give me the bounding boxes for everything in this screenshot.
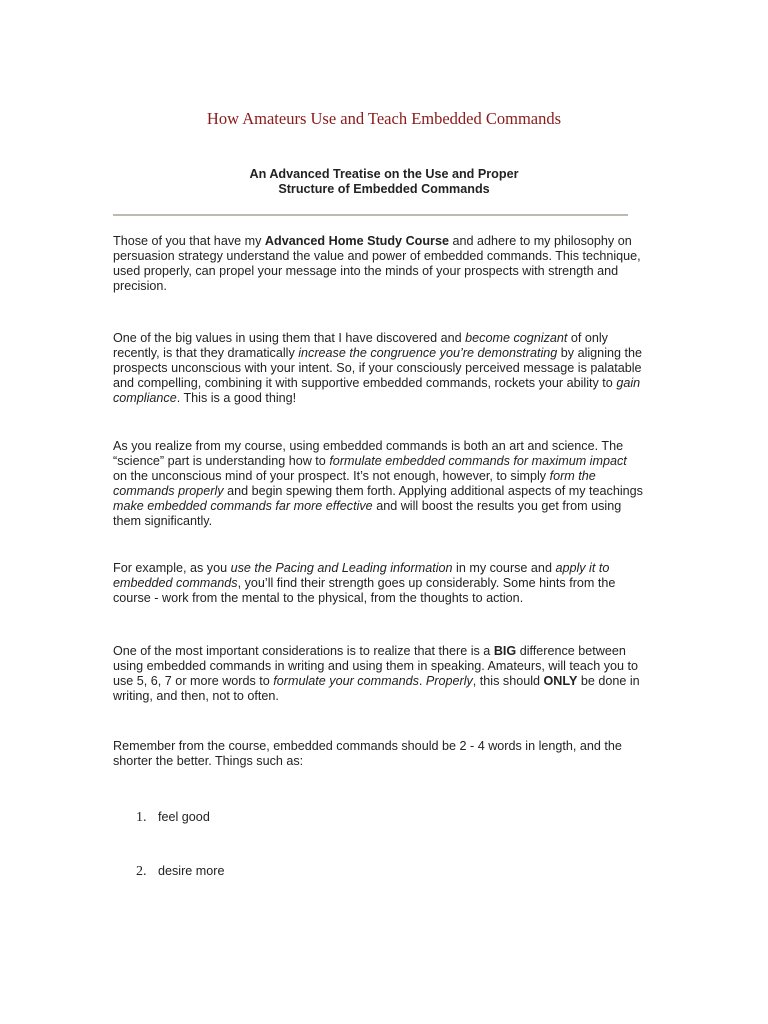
p3-text-e: and begin spewing them forth. Applying additional aspects of my teachings [223,484,643,498]
p2-text-a: One of the big values in using them that I have discovered and [113,331,466,345]
p3-italic-form-commands: form the commands properly [113,469,596,498]
paragraph-2 [113,331,643,406]
p3-text-a: As you realize from my course, using embedded commands is both an art and science. The “science” part is understanding how to [113,439,624,468]
subtitle-line-1: An Advanced Treatise on the Use and Proper [249,167,519,181]
horizontal-divider [113,214,628,216]
p6-text-a: Remember from the course, embedded commands should be 2 - 4 words in length, and the shorter the better. Things such as: [113,739,622,768]
p1-text-c: and adhere to my philosophy on persuasion strategy understand the value and power of embedded commands. This technique, used properly, can propel your message into the minds of your prospects with strength and precision. [113,234,641,293]
paragraph-5 [113,644,643,704]
list-number-1: 1. [136,810,147,825]
list-item-2 [136,864,436,879]
paragraph-1 [113,234,643,294]
p2-text-e: by aligning the prospects unconscious with your intent. So, if your consciously perceived message is palatable and compelling, combining it with supportive embedded commands, rockets your ability to [113,346,643,390]
list-item-1 [136,810,436,825]
p5-text-e: . [418,674,426,688]
p3-italic-formulate: formulate embedded commands for maximum impact [329,454,627,468]
p4-text-e: , you’ll find their strength goes up considerably. Some hints from the course - work from the mental to the physical, from the thoughts to action. [113,576,616,605]
p5-text-a: One of the most important considerations is to realize that there is a [113,644,494,658]
paragraph-6 [113,739,643,769]
p1-text-a: Those of you that have my [113,234,265,248]
p4-text-a: For example, as you [113,561,231,575]
p5-italic-formulate: formulate your commands [273,674,419,688]
page-title: How Amateurs Use and Teach Embedded Commands [206,109,562,128]
list-number-2: 2. [136,864,147,879]
subtitle-line-2: Structure of Embedded Commands [278,182,490,196]
p3-text-g: and will boost the results you get from using them significantly. [113,499,622,528]
p2-text-g: . This is a good thing! [176,391,297,405]
list-text-1: feel good [158,810,210,824]
p2-italic-cognizant: become cognizant [465,331,568,345]
p5-text-g: , this should [472,674,544,688]
p4-italic-apply: apply it to embedded commands [113,561,610,590]
p2-italic-compliance: gain compliance [113,376,641,405]
paragraph-4 [113,561,643,606]
p3-italic-more-effective: make embedded commands far more effective [113,499,373,513]
p5-text-i: be done in writing, and then, not to often. [113,674,640,703]
list-text-2: desire more [158,864,225,878]
p5-italic-properly: Properly [425,674,473,688]
p3-text-c: on the unconscious mind of your prospect. It’s not enough, however, to simply [113,469,550,483]
p5-bold-only: ONLY [543,674,578,688]
p4-italic-pacing: use the Pacing and Leading information [230,561,453,575]
p5-text-c: difference between using embedded commands in writing and using them in speaking. Amateurs, will teach you to use 5, 6, 7 or more words to [113,644,639,688]
p2-text-c: of only recently, is that they dramatically [113,331,608,360]
paragraph-3 [113,439,643,529]
p5-bold-big: BIG [493,644,517,658]
p1-bold-course: Advanced Home Study Course [264,234,449,248]
subtitle [0,167,768,197]
p2-italic-congruence: increase the congruence you’re demonstrating [298,346,558,360]
p4-text-c: in my course and [452,561,556,575]
